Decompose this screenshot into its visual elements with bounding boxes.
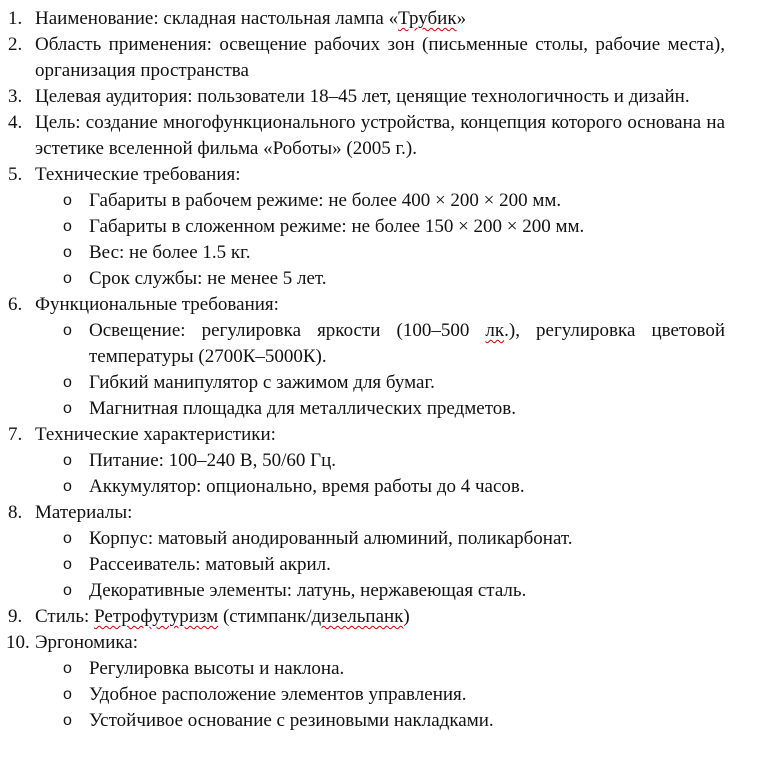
list-number: 6. <box>8 294 23 315</box>
sub-item-text: Корпус: матовый анодированный алюминий, поликарбонат. <box>89 528 573 549</box>
sub-item <box>63 656 725 682</box>
spellcheck-word: дизельпанк <box>311 606 404 627</box>
bullet-icon: o <box>63 478 72 495</box>
bullet-icon: o <box>63 686 72 703</box>
sub-item-text: Магнитная площадка для металлических предметов. <box>89 398 517 419</box>
sub-item-text: Срок службы: не менее 5 лет. <box>89 268 327 289</box>
bullet-icon: o <box>63 322 72 339</box>
spellcheck-word: лк <box>485 320 505 341</box>
item-text: Целевая аудитория: пользователи 18–45 лет, ценящие технологичность и дизайн. <box>35 86 690 107</box>
sub-item-text: Освещение: регулировка яркости (100–500 <box>89 320 486 341</box>
sub-item <box>63 578 725 604</box>
sub-item-text: Гибкий манипулятор с зажимом для бумаг. <box>89 372 435 393</box>
bullet-icon: o <box>63 244 72 261</box>
list-item-2 <box>8 32 725 84</box>
list-number: 10. <box>6 632 30 653</box>
sub-item-text: Рассеиватель: матовый акрил. <box>89 554 331 575</box>
list-number: 8. <box>8 502 23 523</box>
bullet-icon: o <box>63 530 72 547</box>
sub-item-text: Регулировка высоты и наклона. <box>89 658 345 679</box>
list-item-3 <box>8 84 725 110</box>
item-text: Материалы: <box>35 502 133 523</box>
sub-item <box>63 370 725 396</box>
list-item-1 <box>8 6 725 32</box>
list-item-9 <box>8 604 725 630</box>
item-text: Область применения: освещение рабочих зон (письменные столы, рабочие места), организация пространства <box>35 34 725 81</box>
list-number: 9. <box>8 606 23 627</box>
list-item-6 <box>8 292 725 318</box>
sub-item <box>63 318 725 370</box>
sub-item-text: Габариты в сложенном режиме: не более 150 × 200 × 200 мм. <box>89 216 585 237</box>
list-number: 7. <box>8 424 23 445</box>
item-text: Технические характеристики: <box>35 424 276 445</box>
list-number: 4. <box>8 112 23 133</box>
sub-item <box>63 682 725 708</box>
list-number: 1. <box>8 8 23 29</box>
sub-item <box>63 188 725 214</box>
bullet-icon: o <box>63 556 72 573</box>
sub-item <box>63 214 725 240</box>
sub-item-text: Габариты в рабочем режиме: не более 400 × 200 × 200 мм. <box>89 190 562 211</box>
list-number: 2. <box>8 34 23 55</box>
list-item-4 <box>8 110 725 162</box>
list-item-10 <box>6 630 725 656</box>
sub-item <box>63 396 725 422</box>
item-text: ) <box>403 606 410 627</box>
bullet-icon: o <box>63 192 72 209</box>
sub-item <box>63 474 725 500</box>
item-text: (стимпанк/ <box>218 606 312 627</box>
bullet-icon: o <box>63 270 72 287</box>
list-number: 5. <box>8 164 23 185</box>
sub-item <box>63 526 725 552</box>
item-text: Стиль: <box>35 606 95 627</box>
sub-item <box>63 266 725 292</box>
item-text: Цель: создание многофункционального устройства, концепция которого основана на эстетике вселенной фильма «Роботы» (2005 г.). <box>35 112 725 159</box>
item-text: Функциональные требования: <box>35 294 279 315</box>
sub-item <box>63 552 725 578</box>
sub-item-text: Декоративные элементы: латунь, нержавеющая сталь. <box>89 580 527 601</box>
bullet-icon: o <box>63 374 72 391</box>
spellcheck-word: Ретрофутуризм <box>94 606 219 627</box>
spellcheck-word: Трубик <box>398 8 457 29</box>
sub-item <box>63 708 725 734</box>
bullet-icon: o <box>63 452 72 469</box>
sub-item-text: Питание: 100–240 В, 50/60 Гц. <box>89 450 337 471</box>
sub-item-text: Вес: не более 1.5 кг. <box>89 242 251 263</box>
list-item-5 <box>8 162 725 188</box>
item-text: » <box>456 8 467 29</box>
sub-item-text: .), регулировка цветовой температуры (2700К–5000К). <box>89 320 725 367</box>
bullet-icon: o <box>63 712 72 729</box>
sub-item-text: Удобное расположение элементов управления. <box>89 684 467 705</box>
item-text: Технические требования: <box>35 164 241 185</box>
sub-item-text: Аккумулятор: опционально, время работы до 4 часов. <box>89 476 525 497</box>
list-number: 3. <box>8 86 23 107</box>
list-item-7 <box>8 422 725 448</box>
bullet-icon: o <box>63 218 72 235</box>
list-item-8 <box>8 500 725 526</box>
item-text: Наименование: складная настольная лампа « <box>35 8 399 29</box>
bullet-icon: o <box>63 582 72 599</box>
item-text: Эргономика: <box>35 632 139 653</box>
bullet-icon: o <box>63 400 72 417</box>
sub-item <box>63 240 725 266</box>
sub-item <box>63 448 725 474</box>
sub-item-text: Устойчивое основание с резиновыми накладками. <box>89 710 494 731</box>
bullet-icon: o <box>63 660 72 677</box>
